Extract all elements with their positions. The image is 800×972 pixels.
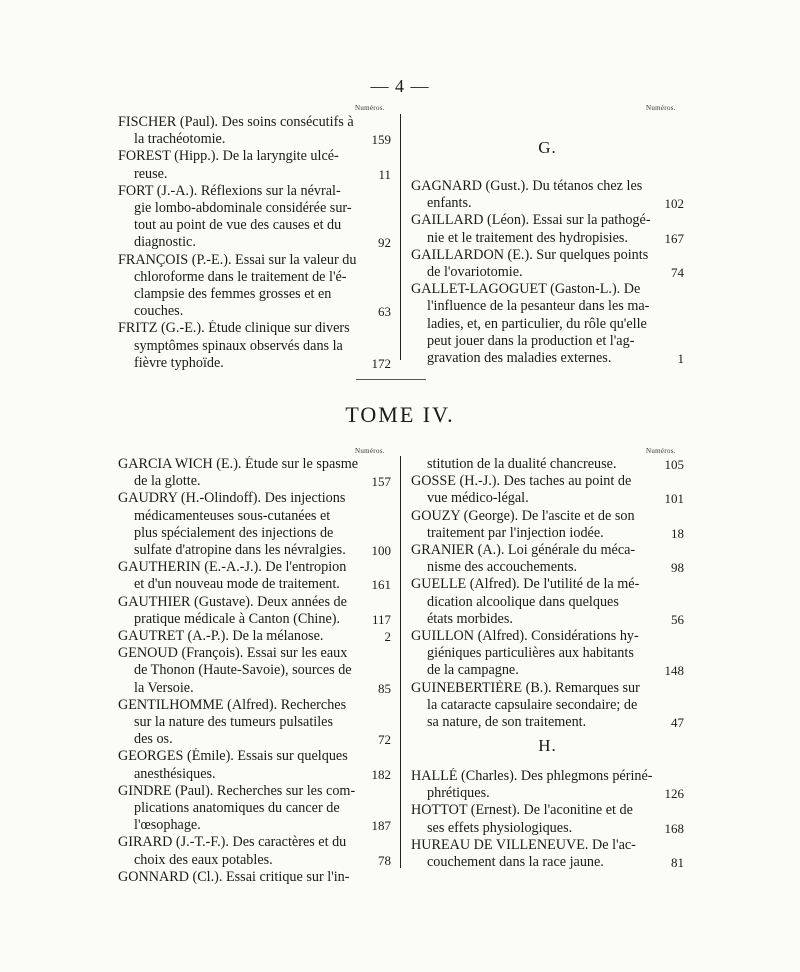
- entry-number: 168: [664, 820, 684, 836]
- entry-line: gravation des maladies externes.: [427, 350, 612, 367]
- entry-line: nisme des accouchements.: [427, 559, 578, 576]
- entry-line: GOSSE (H.-J.). Des taches au point de: [411, 473, 632, 490]
- index-entry: [411, 802, 684, 836]
- entry-number: 47: [671, 715, 684, 731]
- index-entry: [411, 508, 684, 542]
- entry-line: la cataracte capsulaire secondaire; de: [427, 696, 638, 713]
- entry-line: FRITZ (G.-E.). Étude clinique sur divers: [118, 320, 350, 337]
- numeros-label: Numéros.: [646, 104, 676, 112]
- entry-line: dication alcoolique dans quelques: [427, 593, 619, 610]
- entry-line: plus spécialement des injections de: [134, 524, 334, 541]
- entry-line: GUELLE (Alfred). De l'utilité de la mé-: [411, 576, 640, 593]
- entry-number: 159: [371, 132, 391, 148]
- entry-number: 161: [371, 577, 391, 593]
- entry-line: de la glotte.: [134, 473, 201, 490]
- entry-line: GEORGES (Émile). Essais sur quelques: [118, 748, 348, 765]
- entry-number: 11: [378, 166, 391, 182]
- entry-number: 182: [371, 766, 391, 782]
- entry-number: 74: [671, 265, 684, 281]
- entry-line: stitution de la dualité chancreuse.: [427, 456, 617, 472]
- entry-line: la Versoie.: [134, 679, 194, 696]
- index-entry: [118, 645, 391, 697]
- entry-line: FORT (J.-A.). Réflexions sur la névral-: [118, 182, 341, 199]
- entry-line: GARCIA WICH (E.). Étude sur le spasme: [118, 456, 359, 472]
- bottom-left-column: [118, 456, 391, 886]
- index-entry: [411, 768, 684, 802]
- entry-line: GALLET-LAGOGUET (Gaston-L.). De: [411, 281, 641, 298]
- entry-line: de la campagne.: [427, 662, 519, 679]
- entry-line: sulfate d'atropine dans les névralgies.: [134, 542, 346, 559]
- index-entry: [411, 178, 684, 212]
- entry-line: FISCHER (Paul). Des soins consécutifs à: [118, 114, 354, 130]
- entry-line: GRANIER (A.). Loi générale du méca-: [411, 542, 636, 559]
- entry-line: GENTILHOMME (Alfred). Recherches: [118, 696, 347, 713]
- section-letter-g: G.: [538, 138, 557, 157]
- index-entry: [411, 680, 684, 732]
- entry-number: 98: [671, 560, 684, 576]
- entry-line: et d'un nouveau mode de traitement.: [134, 576, 340, 593]
- top-right-entries: [411, 178, 684, 367]
- entry-line: des os.: [134, 731, 173, 748]
- top-left-column: [118, 114, 391, 372]
- column-divider: [400, 456, 401, 868]
- index-entry: [118, 456, 391, 490]
- entry-line: GOUZY (George). De l'ascite et de son: [411, 507, 635, 524]
- entry-line: couches.: [134, 303, 184, 320]
- entry-number: 187: [371, 818, 391, 834]
- index-entry: [118, 594, 391, 628]
- entry-line: GUINEBERTIÈRE (B.). Remarques sur: [411, 679, 640, 696]
- entry-line: GINDRE (Paul). Recherches sur les com-: [118, 782, 356, 799]
- entry-number: 1: [677, 351, 684, 367]
- entry-line: GAILLARD (Léon). Essai sur la pathogé-: [411, 212, 651, 229]
- index-entry: [411, 281, 684, 367]
- column-divider: [400, 114, 401, 360]
- numeros-label: Numéros.: [646, 447, 676, 455]
- entry-line: FOREST (Hipp.). De la laryngite ulcé-: [118, 148, 339, 165]
- entry-line: GAUTRET (A.-P.). De la mélanose.: [118, 628, 324, 645]
- entry-number: 92: [378, 235, 391, 251]
- index-entry: [118, 748, 391, 782]
- index-entry: [118, 490, 391, 559]
- entry-line: chloroforme dans le traitement de l'é-: [134, 268, 347, 285]
- entry-line: GUILLON (Alfred). Considérations hy-: [411, 628, 639, 645]
- entry-number: 117: [371, 611, 391, 627]
- entry-line: tout au point de vue des causes et du: [134, 217, 342, 234]
- page-number: — 4 —: [370, 76, 430, 96]
- entry-number: 72: [378, 732, 391, 748]
- entry-number: 18: [671, 525, 684, 541]
- entry-line: vue médico-légal.: [427, 490, 529, 507]
- entry-line: ladies, et, en particulier, du rôle qu'elle: [427, 315, 647, 332]
- entry-line: pratique médicale à Canton (Chine).: [134, 610, 341, 627]
- entry-line: GAILLARDON (E.). Sur quelques points: [411, 246, 649, 263]
- section-h: [411, 736, 684, 756]
- index-entry: [118, 252, 391, 321]
- index-entry: [118, 869, 391, 886]
- entry-number: 78: [378, 852, 391, 868]
- tome-title: TOME IV.: [345, 402, 455, 427]
- entry-line: couchement dans la race jaune.: [427, 854, 604, 871]
- entry-number: 81: [671, 855, 684, 871]
- numeros-label: Numéros.: [355, 447, 385, 455]
- separator-rule: [356, 379, 426, 380]
- entry-line: enfants.: [427, 195, 472, 212]
- index-entry: [118, 320, 391, 372]
- entry-line: l'influence de la pesanteur dans les ma-: [427, 298, 650, 315]
- index-entry: [118, 783, 391, 835]
- index-entry: [411, 837, 684, 871]
- entry-line: GAUTHERIN (E.-A.-J.). De l'entropion: [118, 559, 347, 576]
- index-entry: [118, 114, 391, 148]
- entry-line: anesthésiques.: [134, 765, 216, 782]
- entry-line: médicamenteuses sous-cutanées et: [134, 507, 331, 524]
- entry-number: 172: [371, 355, 391, 371]
- entry-line: HOTTOT (Ernest). De l'aconitine et de: [411, 802, 633, 819]
- entry-line: HUREAU DE VILLENEUVE. De l'ac-: [411, 836, 636, 853]
- entry-line: de Thonon (Haute-Savoie), sources de: [134, 662, 352, 679]
- top-right-column: [411, 138, 684, 158]
- entry-line: symptômes spinaux observés dans la: [134, 337, 343, 354]
- index-entry: [411, 628, 684, 680]
- entry-number: 2: [384, 629, 391, 645]
- entry-line: traitement par l'injection iodée.: [427, 524, 604, 541]
- entry-line: GAUDRY (H.-Olindoff). Des injections: [118, 490, 346, 507]
- entry-line: la trachéotomie.: [134, 131, 226, 148]
- entry-line: plications anatomiques du cancer de: [134, 800, 340, 817]
- entry-number: 56: [671, 611, 684, 627]
- entry-line: l'œsophage.: [134, 817, 201, 834]
- entry-number: 105: [664, 457, 684, 472]
- bottom-right-h-entries: [411, 768, 684, 871]
- entry-line: choix des eaux potables.: [134, 851, 273, 868]
- entry-line: états morbides.: [427, 610, 513, 627]
- index-entry: [411, 212, 684, 246]
- index-entry: [411, 542, 684, 576]
- entry-line: peut jouer dans la production et l'ag-: [427, 332, 635, 349]
- bottom-right-column: [411, 456, 684, 731]
- entry-line: de l'ovariotomie.: [427, 264, 523, 281]
- entry-number: 157: [371, 474, 391, 490]
- entry-line: nie et le traitement des hydropisies.: [427, 229, 628, 246]
- entry-number: 85: [378, 680, 391, 696]
- entry-line: GAUTHIER (Gustave). Deux années de: [118, 593, 347, 610]
- index-entry: [118, 628, 391, 645]
- entry-number: 126: [664, 786, 684, 802]
- entry-line: giéniques particulières aux habitants: [427, 645, 634, 662]
- index-entry: [118, 834, 391, 868]
- entry-line: gie lombo-abdominale considérée sur-: [134, 200, 352, 217]
- entry-line: sa nature, de son traitement.: [427, 714, 587, 731]
- entry-line: GIRARD (J.-T.-F.). Des caractères et du: [118, 834, 347, 851]
- entry-line: GAGNARD (Gust.). Du tétanos chez les: [411, 178, 643, 194]
- entry-line: clampsie des femmes grosses et en: [134, 286, 332, 303]
- index-entry: [118, 183, 391, 252]
- entry-line: FRANÇOIS (P.-E.). Essai sur la valeur du: [118, 251, 357, 268]
- entry-line: GENOUD (François). Essai sur les eaux: [118, 645, 348, 662]
- entry-number: 100: [371, 543, 391, 559]
- entry-line: HALLÉ (Charles). Des phlegmons périné-: [411, 768, 653, 784]
- numeros-label: Numéros.: [355, 104, 385, 112]
- entry-line: ses effets physiologiques.: [427, 819, 573, 836]
- entry-line: diagnostic.: [134, 234, 196, 251]
- index-entry: [118, 697, 391, 749]
- entry-line: reuse.: [134, 165, 168, 182]
- entry-number: 148: [664, 663, 684, 679]
- entry-number: 63: [378, 304, 391, 320]
- entry-line: phrétiques.: [427, 785, 490, 802]
- index-entry: [411, 473, 684, 507]
- entry-line: fièvre typhoïde.: [134, 354, 224, 371]
- entry-number: 102: [664, 196, 684, 212]
- index-entry: [118, 559, 391, 593]
- entry-number: 101: [664, 491, 684, 507]
- index-entry: [411, 576, 684, 628]
- index-entry: [118, 148, 391, 182]
- section-letter-h: H.: [538, 736, 557, 755]
- entry-line: sur la nature des tumeurs pulsatiles: [134, 714, 333, 731]
- index-entry: [411, 456, 684, 473]
- entry-line: GONNARD (Cl.). Essai critique sur l'in-: [118, 868, 350, 885]
- entry-number: 167: [664, 230, 684, 246]
- index-entry: [411, 247, 684, 281]
